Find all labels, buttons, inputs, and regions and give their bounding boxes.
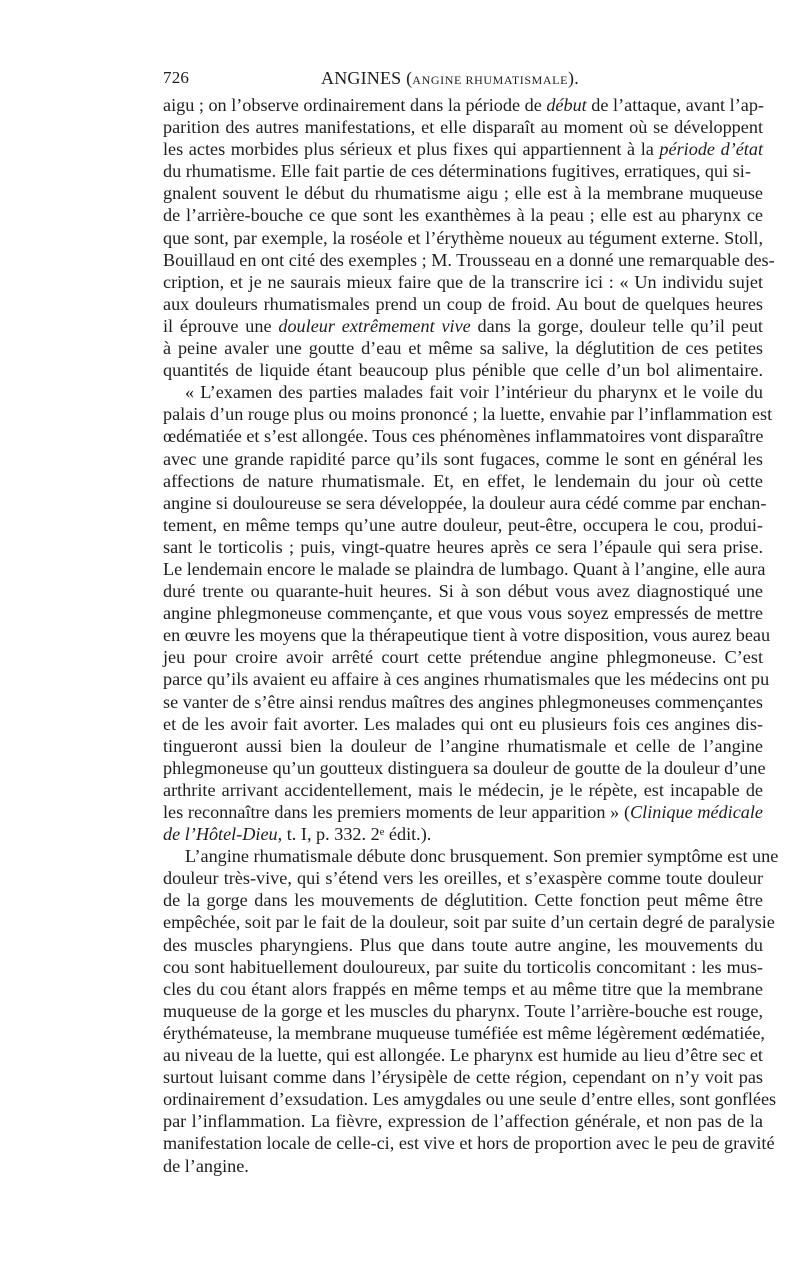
text-line (163, 823, 763, 845)
text-line (163, 293, 763, 315)
text-segment: au niveau de la luette, qui est allongée. Le pharynx est humide au lieu d’être sec et (163, 1045, 763, 1066)
text-segment: aux douleurs rhumatismales prend un coup de froid. Au bout de quelques heures (163, 293, 763, 314)
text-line (163, 668, 770, 690)
text-segment: les actes morbides plus sérieux et plus fixes qui appartiennent à la (163, 139, 660, 160)
text-line (163, 359, 763, 381)
text-line (163, 227, 763, 249)
text-segment: tingueront aussi bien la douleur de l’angine rhumatismale et celle de l’angine (163, 735, 763, 756)
page-number: 726 (163, 68, 190, 87)
text-line (163, 536, 763, 558)
text-line (163, 580, 763, 602)
text-segment: avec une grande rapidité parce qu’ils sont fugaces, comme le sont en général les (163, 448, 763, 469)
running-title-subtitle: ANGINE RHUMATISMALE (412, 73, 569, 87)
body-text (163, 94, 779, 1177)
text-line (163, 978, 763, 1000)
text-line (163, 845, 779, 867)
text-line (163, 867, 763, 889)
text-line (163, 602, 763, 624)
running-title-end: ). (568, 68, 579, 88)
text-segment: se vanter de s’être ainsi rendus maîtres des angines phlegmoneuses commençantes (163, 691, 763, 712)
text-segment: de l’attaque, avant l’ap- (586, 95, 764, 115)
text-segment: empêchée, soit par le fait de la douleur, soit par suite d’un certain degré de paralysie (163, 912, 775, 933)
text-segment: parition des autres manifestations, et elle disparaît au moment où se développent (163, 117, 763, 138)
text-line (163, 889, 763, 911)
text-line (163, 1110, 763, 1132)
italic-text: Clinique médicale (630, 802, 763, 822)
text-segment: de l’arrière-bouche ce que sont les exanthèmes à la peau ; elle est au pharynx ce (163, 205, 763, 226)
text-segment: , t. I, p. 332. 2ᵉ édit.). (277, 824, 432, 845)
text-line (163, 403, 773, 425)
text-line (163, 94, 763, 116)
text-segment: les reconnaître dans les premiers moments de leur apparition » ( (163, 802, 631, 822)
running-title (321, 68, 579, 89)
text-line (163, 249, 775, 271)
text-line (163, 713, 763, 735)
italic-text: début (546, 95, 587, 115)
text-segment: érythémateuse, la membrane muqueuse tuméfiée est même légèrement œdématiée, (163, 1022, 765, 1043)
text-line (163, 779, 763, 801)
text-line (163, 425, 763, 447)
text-segment: cles du cou étant alors frappés en même temps et au même titre que la membrane (163, 978, 763, 999)
text-segment: des muscles pharyngiens. Plus que dans toute autre angine, les mouvements du (163, 934, 763, 955)
text-line (163, 1000, 763, 1022)
text-segment: cription, et je ne saurais mieux faire que de la transcrire ici : « Un individu sujet (163, 271, 763, 292)
text-line (163, 315, 763, 337)
text-line (163, 1066, 763, 1088)
text-segment: et de les avoir fait avorter. Les malades qui ont eu plusieurs fois ces angines dis- (163, 713, 763, 734)
text-segment: arthrite arrivant accidentellement, mais le médecin, je le répète, est incapable de (163, 779, 763, 800)
text-line (163, 1132, 775, 1154)
text-line (163, 381, 763, 403)
text-segment: parce qu’ils avaient eu affaire à ces angines rhumatismales que les médecins ont pu (163, 669, 770, 690)
text-line (163, 492, 767, 514)
text-segment: Bouillaud en ont cité des exemples ; M. Trousseau en a donné une remarquable des- (163, 249, 775, 270)
text-segment: du rhumatisme. Elle fait partie de ces déterminations fugitives, erratiques, qui si- (163, 161, 751, 182)
text-segment: muqueuse de la gorge et les muscles du pharynx. Toute l’arrière-bouche est rouge, (163, 1000, 763, 1021)
text-line (163, 1088, 777, 1110)
text-line (163, 558, 766, 580)
text-segment: douleur très-vive, qui s’étend vers les oreilles, et s’exaspère comme toute douleur (163, 868, 763, 889)
text-line (163, 1044, 763, 1066)
text-segment: à peine avaler une goutte d’eau et même sa salive, la déglutition de ces petites (163, 338, 763, 359)
text-line (163, 735, 763, 757)
text-segment: que sont, par exemple, la roséole et l’érythème noueux au tégument externe. Stoll, (163, 227, 763, 248)
text-segment: gnalent souvent le début du rhumatisme aigu ; elle est à la membrane muqueuse (163, 183, 763, 204)
running-title-main: ANGINES ( (321, 68, 413, 88)
italic-text: douleur extrêmement vive (278, 315, 471, 336)
text-line (163, 691, 763, 713)
text-segment: « L’examen des parties malades fait voir l’intérieur du pharynx et le voile du (185, 382, 763, 403)
text-line (163, 448, 763, 470)
text-line (163, 934, 763, 956)
text-segment: sant le torticolis ; puis, vingt-quatre heures après ce sera l’épaule qui sera prise. (163, 536, 763, 557)
text-segment: quantités de liquide étant beaucoup plus pénible que celle d’un bol alimentaire. (163, 360, 763, 381)
text-line (163, 514, 763, 536)
page-header (163, 66, 763, 94)
text-segment: ordinairement d’exsudation. Les amygdales ou une seule d’entre elles, sont gonflées (163, 1089, 777, 1110)
text-segment: Le lendemain encore le malade se plaindra de lumbago. Quant à l’angine, elle aura (163, 558, 766, 579)
text-segment: de l’angine. (163, 1155, 249, 1176)
italic-text: période d’état (659, 139, 763, 160)
text-segment: dans la gorge, douleur telle qu’il peut (470, 315, 763, 336)
text-segment: en œuvre les moyens que la thérapeutique tient à votre disposition, vous aurez beau (163, 625, 771, 646)
text-segment: angine phlegmoneuse commençante, et que vous vous soyez empressés de mettre (163, 603, 763, 624)
text-segment: palais d’un rouge plus ou moins prononcé ; la luette, envahie par l’inflammation est (163, 404, 773, 425)
text-line (163, 757, 766, 779)
text-line (163, 646, 763, 668)
text-line (163, 337, 763, 359)
text-segment: par l’inflammation. La fièvre, expression de l’affection générale, et non pas de la (163, 1111, 763, 1132)
text-line (163, 1155, 763, 1177)
text-segment: L’angine rhumatismale débute donc brusquement. Son premier symptôme est une (185, 846, 779, 867)
italic-text: de l’Hôtel-Dieu (163, 824, 278, 845)
text-segment: duré trente ou quarante-huit heures. Si à son début vous avez diagnostiqué une (163, 581, 763, 602)
text-line (163, 138, 763, 160)
text-segment: jeu pour croire avoir arrêté court cette prétendue angine phlegmoneuse. C’est (163, 647, 763, 668)
text-segment: phlegmoneuse qu’un goutteux distinguera sa douleur de goutte de la douleur d’une (163, 757, 766, 778)
text-segment: œdématiée et s’est allongée. Tous ces phénomènes inflammatoires vont disparaître (163, 426, 764, 447)
text-line (163, 204, 763, 226)
text-line (163, 160, 763, 182)
text-line (163, 956, 763, 978)
text-line (163, 1022, 763, 1044)
text-segment: de la gorge dans les mouvements de déglutition. Cette fonction peut même être (163, 890, 763, 911)
text-segment: aigu ; on l’observe ordinairement dans la période de (163, 95, 547, 115)
text-segment: angine si douloureuse se sera développée, la douleur aura cédé comme par enchan- (163, 492, 767, 513)
text-segment: tement, en même temps qu’une autre douleur, peut-être, occupera le cou, produi- (163, 514, 763, 535)
text-line (163, 624, 771, 646)
text-line (163, 470, 763, 492)
text-line (163, 801, 763, 823)
text-line (163, 911, 775, 933)
text-line (163, 182, 763, 204)
text-segment: cou sont habituellement douloureux, par suite du torticolis concomitant : les mus- (163, 956, 763, 977)
text-segment: manifestation locale de celle-ci, est vive et hors de proportion avec le peu de gravité (163, 1133, 775, 1154)
text-line (163, 116, 763, 138)
text-segment: il éprouve une (163, 315, 279, 336)
text-segment: affections de nature rhumatismale. Et, en effet, le lendemain du jour où cette (163, 470, 763, 491)
text-line (163, 271, 763, 293)
text-segment: surtout luisant comme dans l’érysipèle de cette région, cependant on n’y voit pas (163, 1067, 763, 1088)
